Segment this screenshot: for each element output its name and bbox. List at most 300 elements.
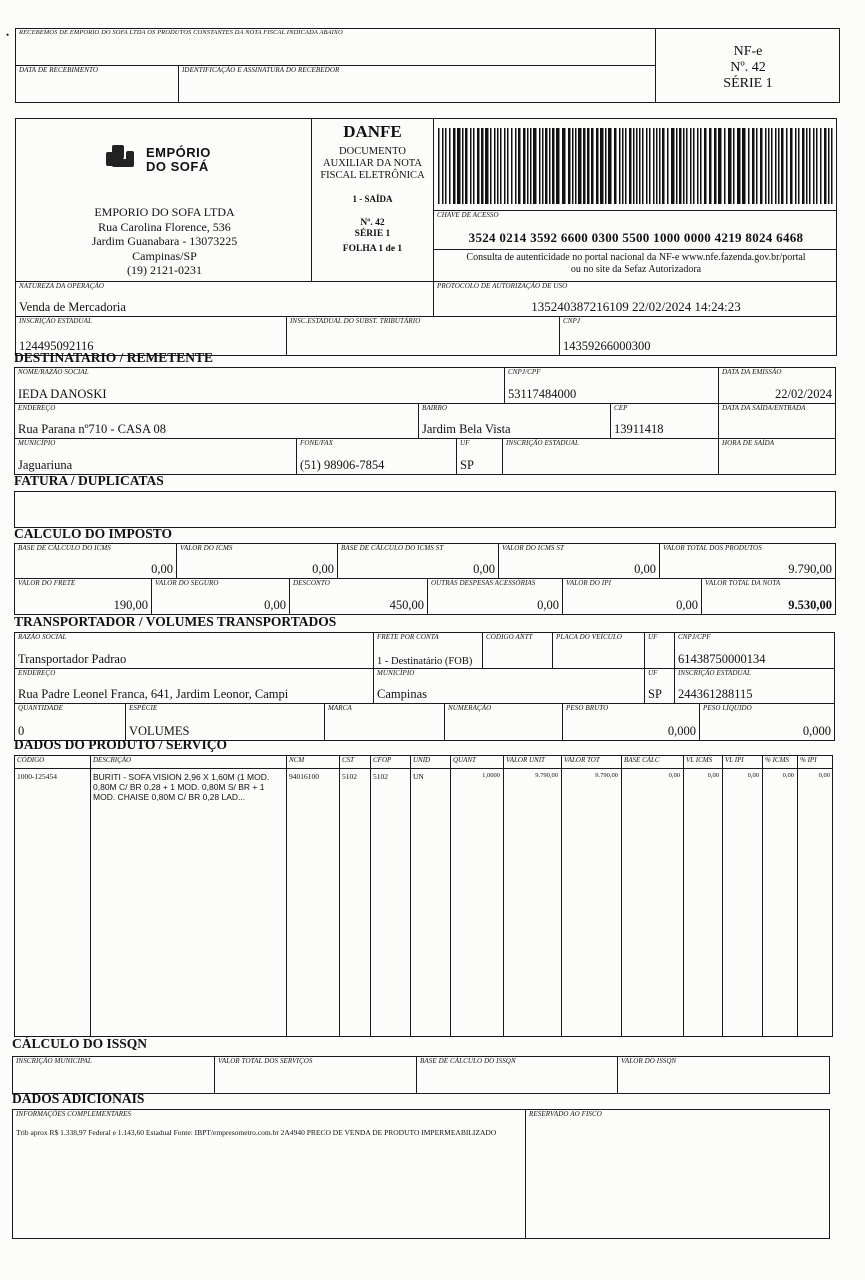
barcode-bar	[683, 128, 685, 204]
products-header-pct-icms: % ICMS	[765, 756, 789, 764]
products-header-base: BASE CÁLC	[624, 756, 660, 764]
city-label: MUNICÍPIO	[18, 439, 56, 447]
issqn-section-title: CÁLCULO DO ISSQN	[12, 1036, 148, 1051]
barcode-bar	[507, 128, 509, 204]
product-cell-description: BURITI - SOFA VISION 2,96 X 1,60M (1 MOD. 0,80M C/ BR 0,28 + 1 MOD. 0,80M S/ BR + 1 MOD. CHAISE 0,80M C/ BR 0,28 LAD...	[93, 772, 270, 802]
barcode-bar	[608, 128, 612, 204]
emission-label: DATA DA EMISSÃO	[722, 368, 782, 376]
carrier-name-cell	[14, 632, 374, 669]
barcode-bar	[600, 128, 604, 204]
barcode-bar	[798, 128, 800, 204]
emitter-name: EMPORIO DO SOFA LTDA	[94, 205, 235, 219]
barcode-bar	[828, 128, 830, 204]
carrier-cnpj: 61438750000134	[678, 652, 766, 666]
issqn-base-cell	[416, 1056, 618, 1094]
tax-icms-label: VALOR DO ICMS	[180, 544, 233, 552]
barcode-bar	[646, 128, 648, 204]
tax-base-icms-st-cell	[337, 543, 499, 579]
emitter-city: Campinas/SP	[132, 248, 197, 263]
receipt-nfe-block	[656, 44, 840, 92]
net-weight-label: PESO LÍQUIDO	[703, 704, 752, 712]
barcode-bar	[778, 128, 780, 204]
additional-info-cell	[12, 1109, 526, 1239]
tax-total-products-cell	[659, 543, 836, 579]
volume-numbering-label: NUMERAÇÃO	[448, 704, 492, 712]
barcode-bar	[629, 128, 632, 204]
tax-base-icms-st-label: BASE DE CÁLCULO DO ICMS ST	[341, 544, 444, 552]
barcode-bar	[494, 128, 496, 204]
tax-ipi-label: VALOR DO IPI	[566, 579, 612, 587]
barcode-bar	[530, 128, 532, 204]
products-column-divider	[90, 755, 91, 1037]
recipient-cpf: 53117484000	[508, 387, 577, 401]
barcode-bar	[790, 128, 793, 204]
products-header-code: CÓDIGO	[17, 756, 45, 764]
phone-cell	[296, 438, 457, 475]
barcode-bar	[462, 128, 464, 204]
tax-insurance-value: 0,00	[264, 598, 286, 612]
carrier-uf2-label: UF	[648, 669, 658, 677]
barcode-bar	[614, 128, 617, 204]
receipt-signature-label: IDENTIFICAÇÃO E ASSINATURA DO RECEBEDOR	[182, 66, 340, 74]
products-section-title: DADOS DO PRODUTO / SERVIÇO	[14, 737, 228, 752]
issqn-services-cell	[214, 1056, 417, 1094]
barcode-bar	[671, 128, 675, 204]
danfe-line2: AUXILIAR DA NOTA	[323, 158, 422, 169]
barcode-bar	[539, 128, 541, 204]
protocol-label: PROTOCOLO DE AUTORIZAÇÃO DE USO	[437, 282, 568, 290]
recipient-ie-cell	[502, 438, 719, 475]
products-header-ncm: NCM	[289, 756, 305, 764]
phone-value: (51) 98906-7854	[300, 458, 385, 472]
recipient-ie-label: INSCRIÇÃO ESTADUAL	[506, 439, 580, 447]
barcode	[438, 128, 834, 204]
barcode-bar	[518, 128, 521, 204]
volume-brand-label: MARCA	[328, 704, 352, 712]
products-header-icms: VL ICMS	[686, 756, 713, 764]
exit-time-cell	[718, 438, 836, 475]
city-cell	[14, 438, 297, 475]
barcode-bar	[572, 128, 574, 204]
gross-weight-label: PESO BRUTO	[566, 704, 609, 712]
products-column-divider	[503, 755, 504, 1037]
freight-label: FRETE POR CONTA	[377, 633, 439, 641]
carrier-cnpj-cell	[674, 632, 835, 669]
danfe-number: Nº. 42	[360, 218, 385, 228]
barcode-bar	[511, 128, 513, 204]
tax-icms-value: 0,00	[312, 562, 334, 576]
barcode-bar	[775, 128, 777, 204]
barcode-bar	[831, 128, 833, 204]
products-header-total: VALOR TOT	[564, 756, 600, 764]
barcode-bar	[622, 128, 624, 204]
barcode-bar	[578, 128, 582, 204]
carrier-name: Transportador Padrao	[18, 652, 127, 666]
cep-value: 13911418	[614, 422, 664, 436]
carrier-city-label: MUNICÍPIO	[377, 669, 415, 677]
barcode-bar	[575, 128, 577, 204]
tax-insurance-cell	[151, 578, 290, 615]
barcode-bar	[542, 128, 544, 204]
barcode-bar	[693, 128, 695, 204]
additional-info-text: Trib aprox R$ 1.338,97 Federal e 1.143,60 Estadual Fonte: IBPT/empresometro.com.br 2A4940 PRECO DE VENDA DE PRODUTO IMPERMEABILIZADO	[16, 1128, 497, 1137]
volume-species-cell	[125, 703, 325, 741]
recipient-name: IEDA DANOSKI	[18, 387, 107, 401]
uf-value: SP	[460, 458, 474, 472]
barcode-bar	[742, 128, 746, 204]
fisco-label: RESERVADO AO FISCO	[529, 1110, 602, 1118]
tax-discount-label: DESCONTO	[293, 579, 330, 587]
nature-label: NATUREZA DA OPERAÇÃO	[19, 282, 105, 290]
product-cell-unit-value: 9.790,00	[535, 772, 558, 779]
barcode-bar	[549, 128, 551, 204]
address-label: ENDEREÇO	[18, 404, 56, 412]
product-cell-qty: 1,0000	[482, 772, 500, 779]
barcode-bar	[527, 128, 529, 204]
barcode-bar	[824, 128, 827, 204]
barcode-bar	[523, 128, 526, 204]
cep-cell	[610, 403, 719, 439]
tax-icms-st-value: 0,00	[634, 562, 656, 576]
barcode-bar	[481, 128, 484, 204]
carrier-name-label: RAZÃO SOCIAL	[18, 633, 67, 641]
issqn-services-label: VALOR TOTAL DOS SERVIÇOS	[218, 1057, 313, 1065]
barcode-bar	[556, 128, 560, 204]
ie-st-label: INSC.ESTADUAL DO SUBST. TRIBUTÁRIO	[290, 317, 421, 325]
volume-brand-cell	[324, 703, 445, 741]
barcode-bar	[445, 128, 447, 204]
carrier-uf-label: UF	[648, 633, 658, 641]
barcode-bar	[583, 128, 586, 204]
carrier-uf2: SP	[648, 687, 662, 701]
carrier-city: Campinas	[377, 687, 427, 701]
nature-cell	[15, 281, 434, 317]
barcode-bar	[568, 128, 571, 204]
barcode-bar	[714, 128, 717, 204]
barcode-bar	[724, 128, 726, 204]
barcode-bar	[752, 128, 755, 204]
barcode-bar	[813, 128, 815, 204]
volume-qty-label: QUANTIDADE	[18, 704, 63, 712]
barcode-bar	[490, 128, 492, 204]
carrier-city-cell	[373, 668, 645, 704]
barcode-bar	[771, 128, 773, 204]
issqn-im-label: INSCRIÇÃO MUNICIPAL	[16, 1057, 92, 1065]
carrier-cnpj-label: CNPJ/CPF	[678, 633, 711, 641]
barcode-bar	[737, 128, 741, 204]
barcode-bar	[438, 128, 440, 204]
carrier-ie-label: INSCRIÇÃO ESTADUAL	[678, 669, 752, 677]
tax-section-title: CALCULO DO IMPOSTO	[14, 526, 173, 541]
products-column-divider	[410, 755, 411, 1037]
freight-cell	[373, 632, 483, 669]
consult-text	[434, 252, 837, 276]
product-cell-cst: 5102	[342, 772, 357, 781]
recipient-cpf-label: CNPJ/CPF	[508, 368, 541, 376]
carrier-uf2-cell	[644, 668, 675, 704]
tax-total-note-label: VALOR TOTAL DA NOTA	[705, 579, 781, 587]
barcode-bar	[802, 128, 805, 204]
products-header-ipi: VL IPI	[725, 756, 744, 764]
barcode-bar	[619, 128, 621, 204]
barcode-bar	[515, 128, 517, 204]
barcode-bar	[533, 128, 537, 204]
address-cell	[14, 403, 419, 439]
protocol-value: 135240387216109 22/02/2024 14:24:23	[531, 299, 741, 314]
district-label: BAIRRO	[422, 404, 448, 412]
receipt-number: Nº. 42	[730, 60, 766, 75]
tax-base-icms-value: 0,00	[151, 562, 173, 576]
barcode-bar	[820, 128, 822, 204]
barcode-bar	[806, 128, 808, 204]
exit-time-label: HORA DE SAÍDA	[722, 439, 775, 447]
logo-text-1: EMPÓRIO	[146, 145, 211, 160]
cnpj-value: 14359266000300	[563, 339, 651, 353]
barcode-bar	[639, 128, 641, 204]
barcode-bar	[756, 128, 758, 204]
product-cell-icms: 0,00	[707, 772, 719, 779]
city-value: Jaguariuna	[18, 458, 73, 472]
products-column-divider	[762, 755, 763, 1037]
tax-icms-st-cell	[498, 543, 660, 579]
danfe-type: 1 - SAÍDA	[352, 194, 393, 204]
emitter-logo	[104, 141, 244, 175]
barcode-bar	[667, 128, 669, 204]
volume-numbering-cell	[444, 703, 563, 741]
ie-label: INSCRIÇÃO ESTADUAL	[19, 317, 93, 325]
barcode-bar	[587, 128, 590, 204]
carrier-ie: 244361288115	[678, 687, 753, 701]
barcode-bar	[697, 128, 699, 204]
emitter-cell	[15, 118, 312, 282]
nature-value: Venda de Mercadoria	[19, 300, 126, 314]
barcode-bar	[642, 128, 644, 204]
danfe-line3: FISCAL ELETRÔNICA	[320, 170, 425, 181]
receipt-text-cell	[15, 28, 656, 66]
barcode-bar	[733, 128, 735, 204]
antt-label: CÓDIGO ANTT	[486, 633, 533, 641]
products-header-unit-value: VALOR UNIT	[506, 756, 545, 764]
barcode-bar	[748, 128, 750, 204]
access-key-cell	[433, 210, 837, 250]
receipt-date-label: DATA DE RECEBIMENTO	[19, 66, 99, 74]
barcode-bar	[453, 128, 456, 204]
ie-value: 124495092116	[19, 339, 94, 353]
products-column-divider	[722, 755, 723, 1037]
barcode-bar	[625, 128, 627, 204]
tax-freight-cell	[14, 578, 152, 615]
products-header-description: DESCRIÇÃO	[93, 756, 132, 764]
net-weight: 0,000	[802, 724, 831, 738]
product-cell-cfop: 5102	[373, 772, 388, 781]
products-column-divider	[797, 755, 798, 1037]
danfe-page: FOLHA 1 de 1	[342, 244, 403, 254]
additional-info-label: INFORMAÇÕES COMPLEMENTARES	[16, 1110, 132, 1118]
receipt-date-cell	[15, 65, 179, 103]
danfe-cell	[311, 118, 434, 282]
product-cell-base: 0,00	[668, 772, 680, 779]
tax-ipi-cell	[562, 578, 702, 615]
barcode-bar	[718, 128, 722, 204]
issqn-value-label: VALOR DO ISSQN	[621, 1057, 677, 1065]
volume-qty-cell	[14, 703, 126, 741]
barcode-bar	[591, 128, 594, 204]
products-header-line	[14, 768, 833, 769]
barcode-bar	[690, 128, 692, 204]
volume-species-label: ESPÉCIE	[129, 704, 158, 712]
product-cell-ipi: 0,00	[747, 772, 759, 779]
receipt-nfe: NF-e	[733, 44, 763, 59]
barcode-bar	[786, 128, 788, 204]
product-cell-pct-icms: 0,00	[782, 772, 794, 779]
barcode-bar	[709, 128, 712, 204]
barcode-bar	[545, 128, 548, 204]
barcode-bar	[485, 128, 489, 204]
barcode-bar	[605, 128, 607, 204]
barcode-bar	[679, 128, 682, 204]
danfe-title: DANFE	[343, 122, 402, 141]
tax-freight-label: VALOR DO FRETE	[18, 579, 76, 587]
products-header-unit: UNID	[413, 756, 431, 764]
tax-total-note-cell	[701, 578, 836, 615]
product-cell-ncm: 94016100	[289, 772, 319, 781]
consult-cell	[433, 249, 837, 282]
recipient-name-label: NOME/RAZÃO SOCIAL	[18, 368, 89, 376]
product-cell-code: 1000-125454	[17, 772, 57, 781]
tax-insurance-label: VALOR DO SEGURO	[155, 579, 219, 587]
barcode-bar	[562, 128, 566, 204]
product-cell-total: 9.790,00	[595, 772, 618, 779]
sofa-logo-icon	[104, 143, 138, 173]
carrier-uf-cell	[644, 632, 675, 669]
invoice-section-title: FATURA / DUPLICATAS	[14, 473, 164, 488]
barcode-bar	[552, 128, 555, 204]
district-cell	[418, 403, 611, 439]
logo-text-2: DO SOFÁ	[146, 159, 209, 174]
volume-qty: 0	[18, 724, 25, 738]
barcode-bar	[765, 128, 767, 204]
consult-line1: Consulta de autenticidade no portal nacional da NF-e www.nfe.fazenda.gov.br/portal	[466, 252, 806, 263]
cep-label: CEP	[614, 404, 628, 412]
danfe-line1: DOCUMENTO	[339, 146, 406, 157]
products-column-divider	[561, 755, 562, 1037]
tax-icms-st-label: VALOR DO ICMS ST	[502, 544, 564, 552]
receipt-series: SÉRIE 1	[723, 76, 773, 91]
barcode-bar	[470, 128, 472, 204]
emission-cell	[718, 367, 836, 404]
barcode-bar	[633, 128, 635, 204]
tax-other-value: 0,00	[537, 598, 559, 612]
tax-total-products-value: 9.790,00	[788, 562, 832, 576]
barcode-bar	[636, 128, 638, 204]
recipient-section-title: DESTINATARIO / REMETENTE	[14, 350, 214, 365]
barcode-bar	[728, 128, 732, 204]
products-column-divider	[286, 755, 287, 1037]
barcode-bar	[653, 128, 655, 204]
emitter-address	[16, 205, 312, 278]
carrier-address-cell	[14, 668, 374, 704]
danfe-series: SÉRIE 1	[354, 229, 391, 239]
plate-label: PLACA DO VEÍCULO	[556, 633, 623, 641]
barcode-bar	[662, 128, 665, 204]
barcode-bar	[676, 128, 678, 204]
receipt-signature-cell	[178, 65, 656, 103]
products-header-cst: CST	[342, 756, 355, 764]
barcode-bar	[649, 128, 651, 204]
products-column-divider	[621, 755, 622, 1037]
emitter-phone: (19) 2121-0231	[127, 263, 202, 277]
access-key: 3524 0214 3592 6600 0300 5500 1000 0000 4219 8024 6468	[468, 230, 804, 245]
tax-discount-cell	[289, 578, 428, 615]
consult-line2: ou no site da Sefaz Autorizadora	[570, 264, 702, 275]
plate-cell	[552, 632, 645, 669]
barcode-bar	[442, 128, 444, 204]
barcode-bar	[457, 128, 461, 204]
issqn-im-cell	[12, 1056, 215, 1094]
barcode-bar	[500, 128, 502, 204]
freight-value: 1 - Destinatário (FOB)	[377, 656, 473, 667]
product-cell-pct-ipi: 0,00	[818, 772, 830, 779]
address-value: Rua Parana nº710 - CASA 08	[18, 422, 166, 436]
barcode-bar	[781, 128, 784, 204]
gross-weight: 0,000	[667, 724, 696, 738]
barcode-bar	[504, 128, 506, 204]
barcode-bar	[686, 128, 688, 204]
access-key-label: CHAVE DE ACESSO	[437, 211, 499, 219]
barcode-bar	[465, 128, 468, 204]
products-header-pct-ipi: % IPI	[800, 756, 817, 764]
carrier-address: Rua Padre Leonel Franca, 641, Jardim Leonor, Campi	[18, 687, 289, 701]
issqn-value-cell	[617, 1056, 830, 1094]
tax-base-icms-label: BASE DE CÁLCULO DO ICMS	[18, 544, 111, 552]
barcode-bar	[659, 128, 661, 204]
barcode-bar	[700, 128, 702, 204]
phone-label: FONE/FAX	[300, 439, 333, 447]
barcode-bar	[704, 128, 707, 204]
products-header-cfop: CFOP	[373, 756, 392, 764]
exit-date-label: DATA DA SAÍDA/ENTRADA	[722, 404, 806, 412]
additional-section-title: DADOS ADICIONAIS	[12, 1091, 145, 1106]
carrier-address-label: ENDEREÇO	[18, 669, 56, 677]
exit-date-cell	[718, 403, 836, 439]
volume-species: VOLUMES	[129, 724, 190, 738]
barcode-bar	[497, 128, 499, 204]
products-column-divider	[339, 755, 340, 1037]
barcode-bar	[816, 128, 818, 204]
cnpj-cell	[559, 316, 837, 356]
tax-freight-value: 190,00	[113, 598, 148, 612]
transport-section-title: TRANSPORTADOR / VOLUMES TRANSPORTADOS	[14, 614, 337, 629]
uf-label: UF	[460, 439, 470, 447]
tax-total-products-label: VALOR TOTAL DOS PRODUTOS	[663, 544, 762, 552]
gross-weight-cell	[562, 703, 700, 741]
fisco-cell	[525, 1109, 830, 1239]
tax-base-icms-cell	[14, 543, 177, 579]
emission-value: 22/02/2024	[775, 387, 832, 401]
ie-st-cell	[286, 316, 560, 356]
tax-total-note-value: 9.530,00	[788, 598, 832, 612]
barcode-bar	[768, 128, 770, 204]
antt-cell	[482, 632, 553, 669]
products-column-divider	[683, 755, 684, 1037]
tax-icms-cell	[176, 543, 338, 579]
barcode-bar	[477, 128, 480, 204]
barcode-bar	[760, 128, 763, 204]
barcode-bar	[656, 128, 658, 204]
tax-base-icms-st-value: 0,00	[473, 562, 495, 576]
products-column-divider	[370, 755, 371, 1037]
issqn-base-label: BASE DE CÁLCULO DO ISSQN	[420, 1057, 516, 1065]
